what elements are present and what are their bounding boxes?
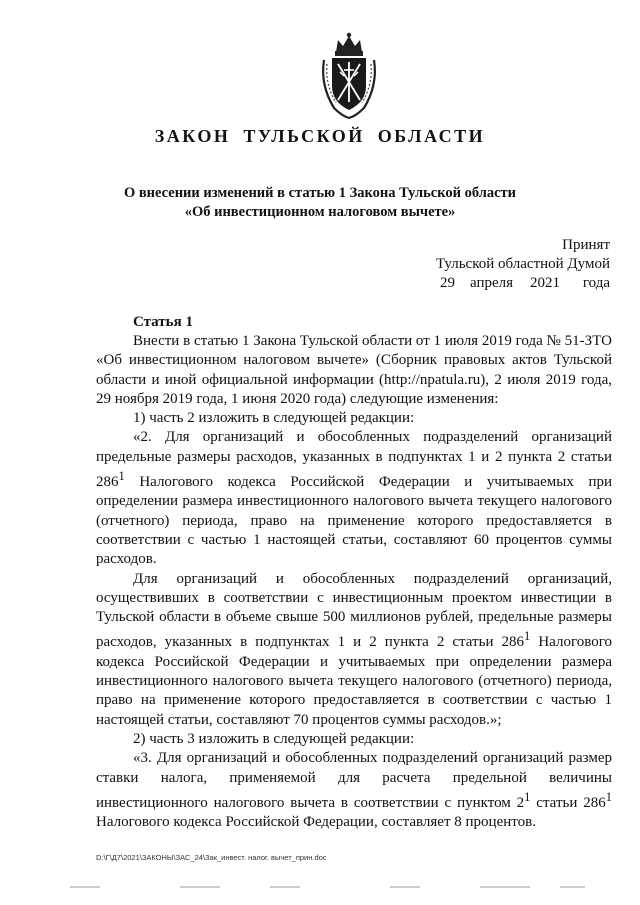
paragraph-part-2 — [96, 428, 612, 569]
adoption-date — [436, 274, 610, 293]
adoption-line-2: Тульской областной Думой — [435, 256, 610, 272]
adoption-day: 29 — [440, 275, 455, 291]
file-path-footer: D:\Г\Д7\2021\ЗАКОНЫ\ЗАС_24\Зак_инвест. налог. вычет_прин.doc — [96, 853, 327, 862]
superscript: 1 — [524, 789, 531, 804]
tula-coat-of-arms-icon — [314, 30, 384, 120]
paragraph-part-2-cont — [96, 570, 612, 730]
paragraph-part-3 — [96, 749, 612, 832]
part-3-text-c: Налогового кодекса Российской Федерации, составляет 8 процентов. — [96, 814, 536, 831]
part-3-text-b: статьи 286 — [530, 794, 606, 811]
scan-artifact — [60, 884, 600, 890]
adoption-block — [436, 236, 610, 293]
paragraph-item-2: 2) часть 3 изложить в следующей редакции: — [133, 730, 415, 747]
article-body — [96, 332, 612, 832]
superscript: 1 — [118, 469, 125, 484]
adoption-year: 2021 — [530, 275, 560, 291]
paragraph-item-1: 1) часть 2 изложить в следующей редакции: — [133, 410, 415, 427]
law-subtitle — [0, 184, 640, 222]
part-2-text-b: Налогового кодекса Российской Федерации и учитываемых при определении размера инвестиционного налогового вычета текущего налогового (отчетного) периода, право на применение которого предоставляется в соответствии с частью 1 настоящей статьи, составляют 60 процентов суммы расходов. — [96, 474, 612, 568]
subtitle-line-2: «Об инвестиционном налоговом вычете» — [184, 204, 456, 220]
part-3-text-a: «3. Для организаций и обособленных подразделений организаций размер ставки налога, применяемой для расчета предельной величины инвестиционного налогового вычета в соответствии с пунктом 2 — [96, 750, 612, 811]
part-2-cont-text-b: Налогового кодекса Российской Федерации и учитываемых при определении размера инвестиционного налогового вычета текущего налогового (отчетного) периода, право на применение которого предоставляется в соответствии с частью 1 настоящей статьи, составляют 70 процентов суммы расходов.»; — [96, 634, 612, 728]
part-2-cont-text-a: Для организаций и обособленных подразделений организаций, осуществивших в соответствии с инвестиционным проектом инвестиции в Тульской области в объеме свыше 500 миллионов рублей, предельные размеры расходов, указанных в подпунктах 1 и 2 пункта 2 статьи 286 — [96, 570, 612, 651]
adoption-line-1: Принят — [562, 237, 610, 253]
adoption-month: апреля — [470, 275, 514, 291]
article-heading: Статья 1 — [133, 314, 193, 330]
subtitle-line-1: О внесении изменений в статью 1 Закона Тульской области — [123, 185, 517, 201]
adoption-year-word: года — [582, 275, 610, 291]
superscript: 1 — [605, 789, 612, 804]
part-2-text-a: «2. Для организаций и обособленных подразделений организаций предельные размеры расходов, указанных в подпунктах 1 и 2 пункта 2 статьи 286 — [96, 429, 612, 491]
superscript: 1 — [524, 629, 531, 644]
law-title: ЗАКОН ТУЛЬСКОЙ ОБЛАСТИ — [154, 126, 486, 146]
paragraph-intro: Внести в статью 1 Закона Тульской области от 1 июля 2019 года № 51-ЗТО «Об инвестиционном налоговом вычете» (Сборник правовых актов Тульской области и иной официальной информации (http://npatula.ru), 2 июля 2019 года, 29 ноября 2019 года, 1 июня 2020 года) следующие изменения: — [96, 333, 612, 407]
